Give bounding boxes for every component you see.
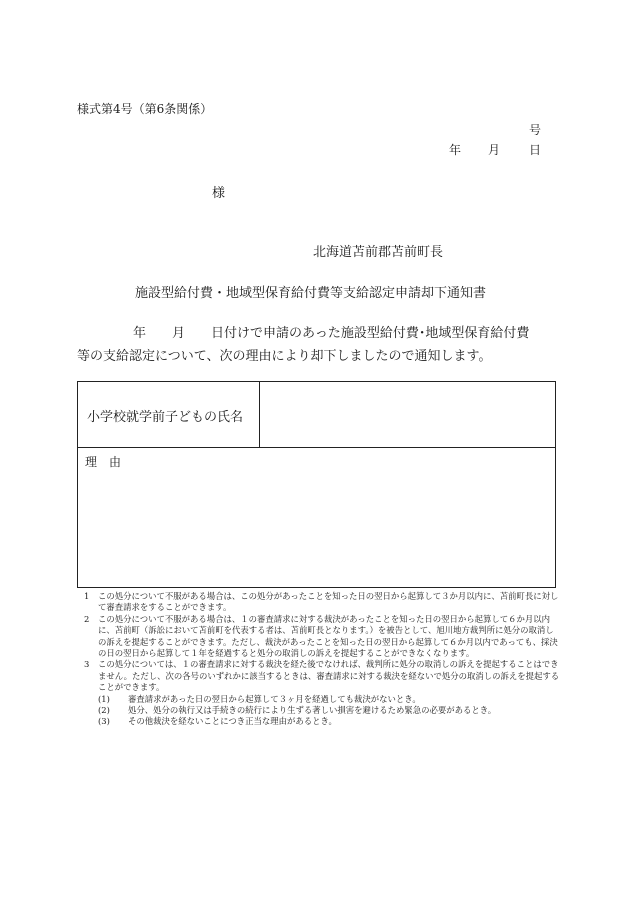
notes-section bbox=[84, 591, 560, 728]
date-year: 年 bbox=[449, 143, 462, 157]
sender-name: 北海道苫前郡苫前町長 bbox=[313, 245, 444, 260]
form-id: 様式第4号（第6条関係） bbox=[77, 102, 213, 116]
note-number: 2 bbox=[84, 613, 90, 624]
note-number: 3 bbox=[84, 659, 90, 670]
body-line-2: 等の支給認定について、次の理由により却下しましたので通知します。 bbox=[77, 349, 492, 364]
date-month: 月 bbox=[488, 143, 501, 157]
form-table bbox=[77, 381, 556, 588]
child-name-label: 小学校就学前子どもの氏名 bbox=[87, 410, 244, 425]
sub-note-item bbox=[84, 705, 560, 716]
sub-note-text: その他裁決を経ないことにつき正当な理由があるとき。 bbox=[128, 716, 337, 727]
note-number: 1 bbox=[84, 591, 90, 601]
sub-note-text: 審査請求があった日の翌日から起算して３ヶ月を経過しても裁決がないとき。 bbox=[128, 693, 421, 704]
sub-note-item bbox=[84, 716, 560, 727]
child-name-field[interactable] bbox=[260, 382, 555, 447]
sub-note-text: 処分、処分の執行又は手続きの続行により生ずる著しい損害を避けるため緊急の必要があるとき。 bbox=[128, 705, 497, 716]
number-suffix: 号 bbox=[529, 123, 542, 137]
date-day: 日 bbox=[529, 143, 542, 157]
note-text: この処分については、１の審査請求に対する裁決を経た後でなければ、裁判所に処分の取消しの訴えを提起することはできません。ただし、次の各号のいずれかに該当するときは、審査請求に対する裁決を経ないで処分の取消しの訴えを提起することができます。 bbox=[98, 659, 560, 693]
note-text: この処分について不服がある場合は、この処分があったことを知った日の翌日から起算して３か月以内に、苫前町長に対して審査請求をすることができます。 bbox=[98, 591, 559, 613]
note-item bbox=[84, 591, 560, 614]
note-item bbox=[84, 614, 560, 660]
body-line-1: 年 月 日付けで申請のあった施設型給付費･地域型保育給付費 bbox=[133, 326, 530, 341]
reason-field[interactable] bbox=[78, 448, 555, 587]
addressee-suffix: 様 bbox=[212, 186, 226, 201]
reason-label: 理 由 bbox=[85, 455, 122, 469]
sub-note-number: (3) bbox=[98, 716, 110, 727]
note-item bbox=[84, 659, 560, 693]
document-title: 施設型給付費・地域型保育給付費等支給認定申請却下通知書 bbox=[135, 286, 487, 301]
note-text: この処分について不服がある場合は、１の審査請求に対する裁決があったことを知った日の翌日から起算して６か月以内に、苫前町（訴訟において苫前町を代表する者は、苫前町長となります。）を被告として、旭川地方裁判所に処分の取消しの訴えを提起することができます。ただし、裁決があったことを知った日の翌日から起算して６か月以内であっても、採決の日の翌日から起算して１年を経過すると処分の取消しの訴えを提起することができなくなります。 bbox=[98, 613, 558, 659]
sub-note-number: (1) bbox=[98, 693, 110, 704]
sub-note-item bbox=[84, 694, 560, 705]
child-name-row bbox=[78, 382, 555, 448]
child-name-label-cell bbox=[78, 382, 260, 447]
sub-note-number: (2) bbox=[98, 705, 110, 716]
